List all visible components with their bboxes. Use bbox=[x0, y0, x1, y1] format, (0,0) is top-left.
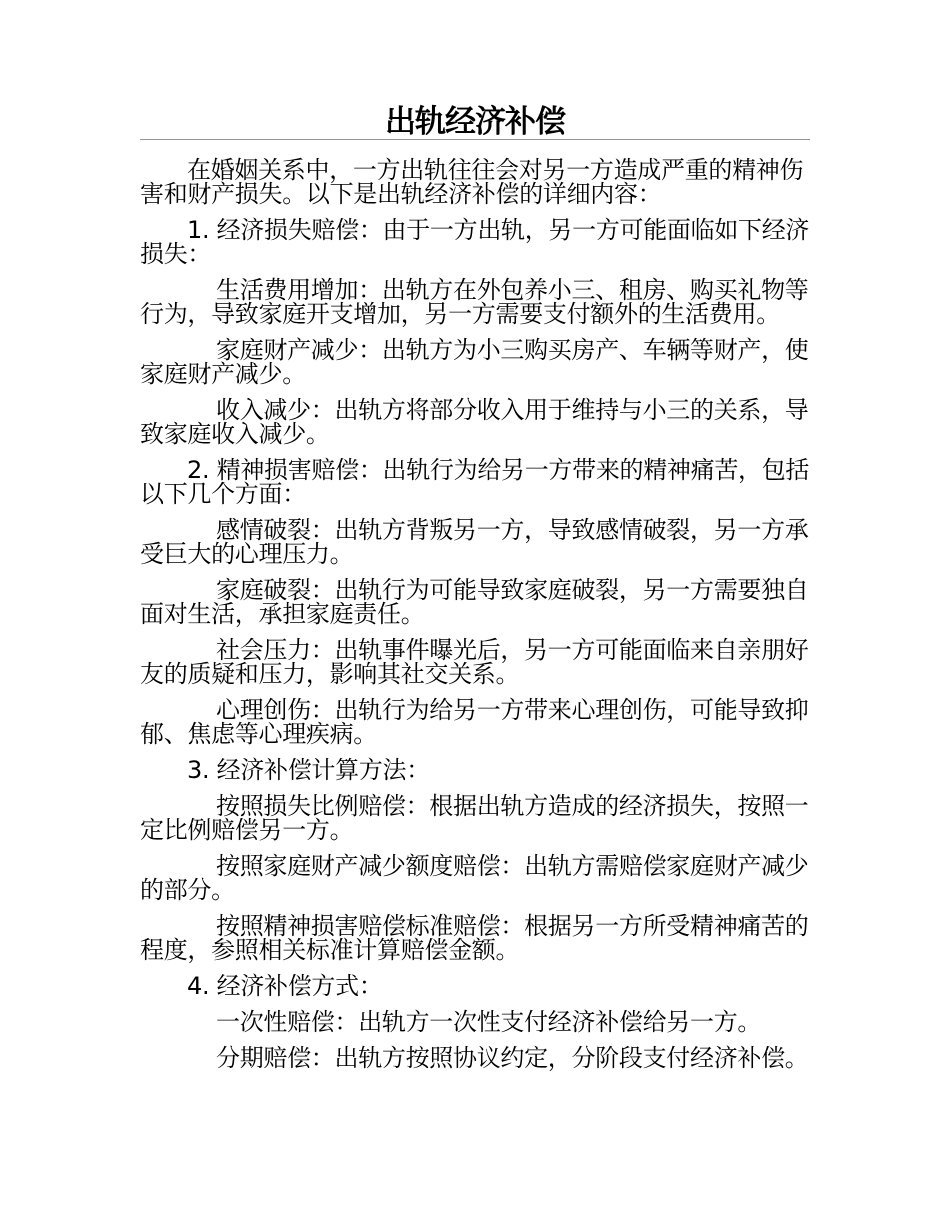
section-heading-mental-damage: 2. 精神损害赔偿：出轨行为给另一方带来的精神痛苦，包括以下几个方面： bbox=[140, 456, 810, 508]
item-property-amount: 按照家庭财产减少额度赔偿：出轨方需赔偿家庭财产减少的部分。 bbox=[140, 852, 809, 904]
title-underline bbox=[140, 139, 810, 140]
item-family-breakdown: 家庭破裂：出轨行为可能导致家庭破裂，另一方需要独自面对生活，承担家庭责任。 bbox=[140, 576, 809, 628]
item-social-pressure: 社会压力：出轨事件曝光后，另一方可能面临来自亲朋好友的质疑和压力，影响其社交关系。 bbox=[140, 636, 809, 688]
document-body bbox=[140, 158, 812, 1082]
item-relationship-breakdown: 感情破裂：出轨方背叛另一方，导致感情破裂，另一方承受巨大的心理压力。 bbox=[140, 516, 809, 568]
item-lump-sum: 一次性赔偿：出轨方一次性支付经济补偿给另一方。 bbox=[216, 1008, 762, 1036]
item-income-decrease: 收入减少：出轨方将部分收入用于维持与小三的关系，导致家庭收入减少。 bbox=[140, 396, 809, 448]
item-mental-standard: 按照精神损害赔偿标准赔偿：根据另一方所受精神痛苦的程度，参照相关标准计算赔偿金额。 bbox=[140, 912, 809, 964]
section-heading-payment-methods: 4. 经济补偿方式： bbox=[187, 972, 383, 1000]
section-heading-calculation: 3. 经济补偿计算方法： bbox=[187, 756, 430, 784]
item-psychological-trauma: 心理创伤：出轨行为给另一方带来心理创伤，可能导致抑郁、焦虑等心理疾病。 bbox=[140, 696, 809, 748]
item-installments: 分期赔偿：出轨方按照协议约定，分阶段支付经济补偿。 bbox=[216, 1044, 809, 1072]
item-property-decrease: 家庭财产减少：出轨方为小三购买房产、车辆等财产，使家庭财产减少。 bbox=[140, 336, 809, 388]
section-heading-economic-loss: 1. 经济损失赔偿：由于一方出轨，另一方可能面临如下经济损失： bbox=[140, 216, 810, 268]
item-living-costs: 生活费用增加：出轨方在外包养小三、租房、购买礼物等行为，导致家庭开支增加，另一方需要支付额外的生活费用。 bbox=[140, 276, 809, 328]
document-title: 出轨经济补偿 bbox=[385, 104, 565, 140]
intro-paragraph: 在婚姻关系中，一方出轨往往会对另一方造成严重的精神伤害和财产损失。以下是出轨经济补偿的详细内容： bbox=[140, 156, 804, 208]
item-loss-ratio: 按照损失比例赔偿：根据出轨方造成的经济损失，按照一定比例赔偿另一方。 bbox=[140, 792, 809, 844]
